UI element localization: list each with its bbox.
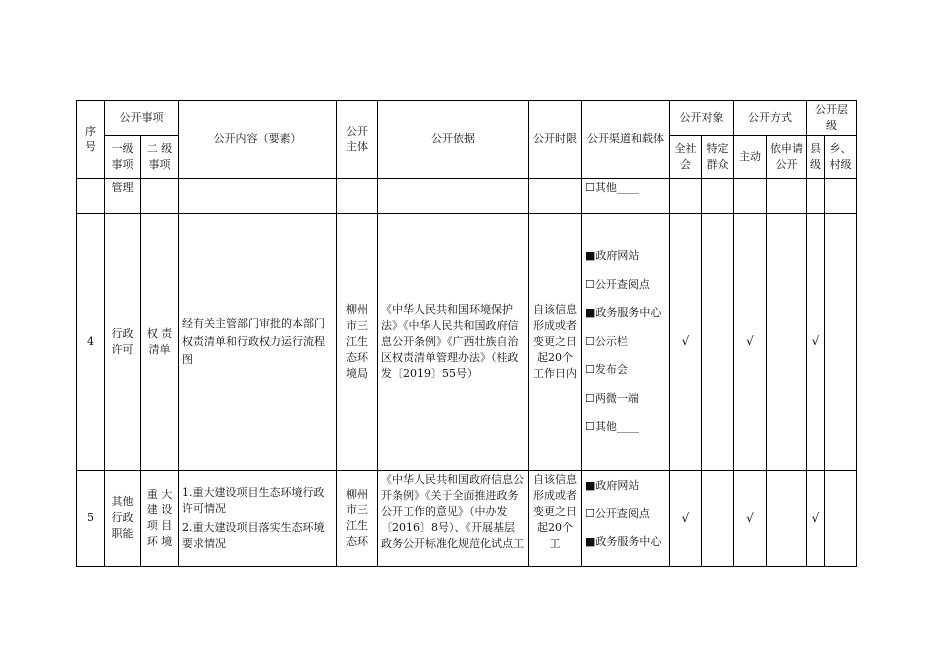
cell-method-active: √ <box>734 213 767 470</box>
header-subject: 公开 主体 <box>337 101 378 179</box>
cell-channel <box>582 213 670 470</box>
content-item: 2.重大建设项目落实生态环境要求情况 <box>182 520 325 550</box>
header-channel: 公开渠道和载体 <box>582 101 670 179</box>
cell-level-county: √ <box>807 470 825 566</box>
channel-item: ■政府网站 <box>585 478 640 492</box>
cell-level2: 权 责 清单 <box>141 213 179 470</box>
content-item: 1.重大建设项目生态环境行政许可情况 <box>182 486 325 515</box>
header-target-all: 全社 会 <box>670 135 702 178</box>
cell-subject <box>337 178 378 213</box>
cell-level1: 管理 <box>105 178 141 213</box>
cell-method-request <box>767 213 807 470</box>
header-level-group: 公开层级 <box>807 101 857 136</box>
cell-level-town <box>825 213 857 470</box>
cell-target-all: √ <box>670 470 702 566</box>
cell-time-limit: 自该信息形成或者变更之日起20个工作日内 <box>529 213 582 470</box>
cell-channel: ☐其他____ <box>582 178 670 213</box>
cell-content <box>179 178 337 213</box>
channel-item: ■政府网站 <box>585 249 640 263</box>
channel-item: ☐公开查阅点 <box>585 506 650 520</box>
cell-target-all <box>670 178 702 213</box>
header-target-specific: 特定 群众 <box>702 135 734 178</box>
cell-target-specific <box>702 470 734 566</box>
header-matter-group: 公开事项 <box>105 101 179 136</box>
cell-target-all: √ <box>670 213 702 470</box>
cell-time-limit: 自该信息形成或者变更之日起20个工 <box>529 470 582 566</box>
cell-content <box>179 470 337 566</box>
table-row <box>77 470 857 566</box>
cell-basis: 《中华人民共和国政府信息公开条例》《关于全面推进政务公开工作的意见》（中办发〔2016〕8号）、《开展基层政务公开标准化规范化试点工 <box>378 470 529 566</box>
header-basis: 公开依据 <box>378 101 529 179</box>
cell-level2 <box>141 178 179 213</box>
header-target-group: 公开对象 <box>670 101 734 136</box>
header-method-group: 公开方式 <box>734 101 807 136</box>
disclosure-table <box>76 100 857 567</box>
channel-item: ■政务服务中心 <box>585 306 662 320</box>
cell-basis: 《中华人民共和国环境保护法》《中华人民共和国政府信息公开条例》《广西壮族自治区权责清单管理办法》（桂政发〔2019〕55号） <box>378 213 529 470</box>
cell-basis <box>378 178 529 213</box>
cell-level-county: √ <box>807 213 825 470</box>
header-level1: 一级 事项 <box>105 135 141 178</box>
channel-item: ☐两微一端 <box>585 391 639 405</box>
channel-item: ☐公开查阅点 <box>585 277 650 291</box>
header-level-county: 县 级 <box>807 135 825 178</box>
cell-channel <box>582 470 670 566</box>
header-content: 公开内容（要素） <box>179 101 337 179</box>
cell-method-active <box>734 178 767 213</box>
cell-method-request <box>767 470 807 566</box>
table-row-continuation <box>77 178 857 213</box>
cell-seq: 5 <box>77 470 105 566</box>
cell-level1: 行政 许可 <box>105 213 141 470</box>
header-method-request: 依申请 公开 <box>767 135 807 178</box>
channel-list <box>585 242 666 442</box>
cell-seq: 4 <box>77 213 105 470</box>
header-method-active: 主动 <box>734 135 767 178</box>
cell-target-specific <box>702 213 734 470</box>
header-level2: 二 级 事项 <box>141 135 179 178</box>
channel-list <box>585 472 666 556</box>
cell-method-active: √ <box>734 470 767 566</box>
cell-method-request <box>767 178 807 213</box>
cell-level-town <box>825 470 857 566</box>
cell-seq <box>77 178 105 213</box>
channel-item: ☐其他____ <box>585 420 639 434</box>
table-row <box>77 213 857 470</box>
cell-level2: 重 大 建 设 项 目 环 境 <box>141 470 179 566</box>
cell-level-town <box>825 178 857 213</box>
cell-target-specific <box>702 178 734 213</box>
cell-level-county <box>807 178 825 213</box>
channel-item: ☐公示栏 <box>585 334 628 348</box>
channel-item: ☐发布会 <box>585 363 628 377</box>
header-level-town: 乡、 村级 <box>825 135 857 178</box>
cell-subject: 柳州 市三 江生 态环 <box>337 470 378 566</box>
cell-level1: 其他 行政 职能 <box>105 470 141 566</box>
cell-time-limit <box>529 178 582 213</box>
cell-content: 经有关主管部门审批的本部门权责清单和行政权力运行流程图 <box>179 213 337 470</box>
channel-item: ■政务服务中心 <box>585 534 662 548</box>
header-time-limit: 公开时限 <box>529 101 582 179</box>
cell-subject: 柳州 市三 江生 态环 境局 <box>337 213 378 470</box>
header-seq: 序号 <box>77 101 105 179</box>
